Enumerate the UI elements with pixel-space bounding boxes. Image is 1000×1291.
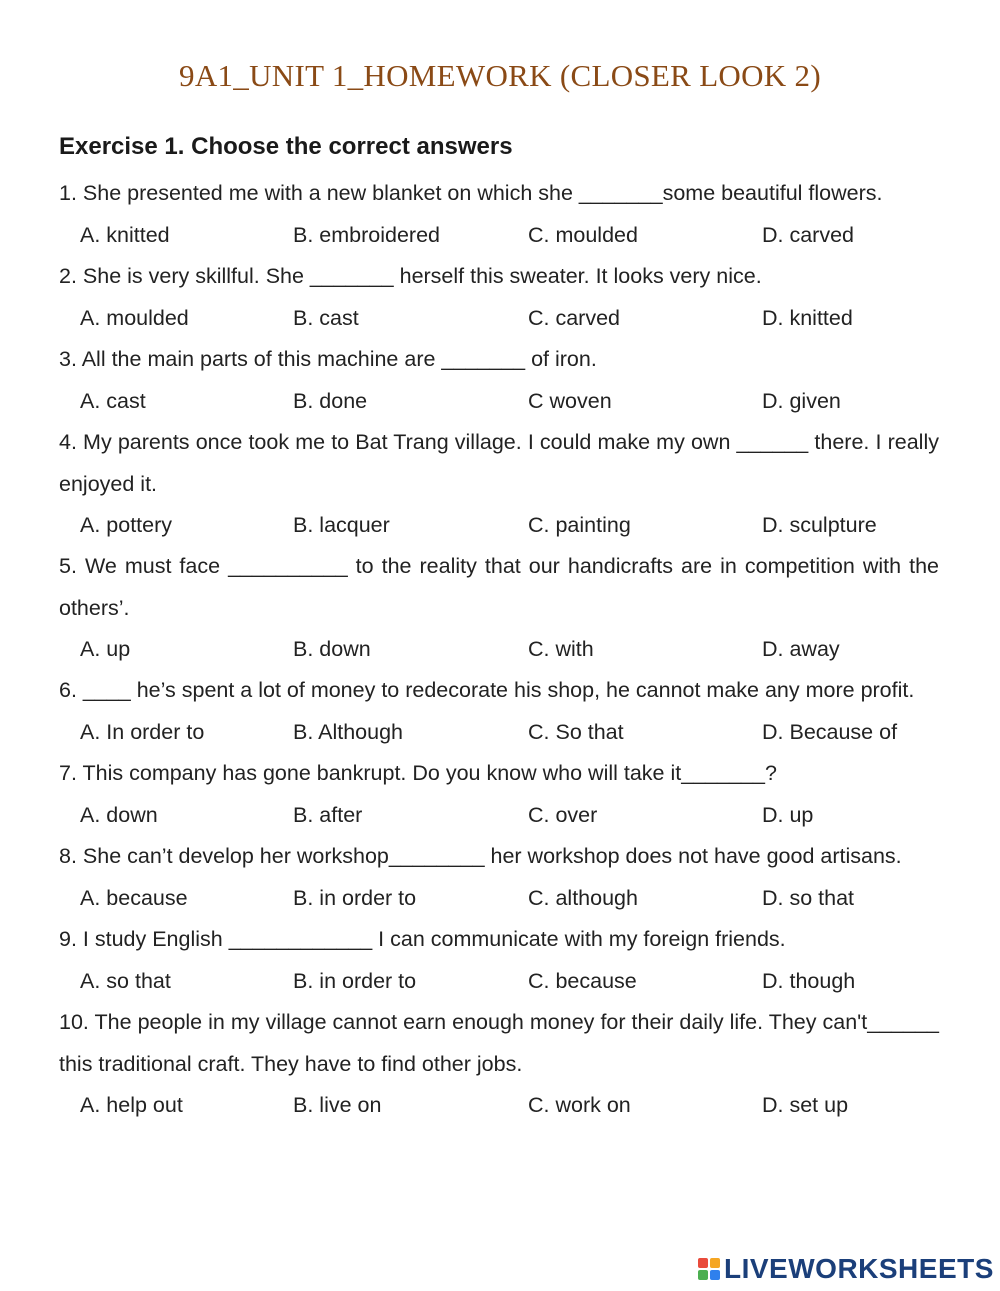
liveworksheets-logo[interactable]: [698, 1254, 994, 1284]
options-row-4: [0, 505, 1000, 546]
logo-text: LIVEWORKSHEETS: [724, 1253, 994, 1284]
option-d[interactable]: D. Because of: [762, 720, 898, 744]
option-a[interactable]: A. In order to: [80, 720, 205, 744]
question-8: 8. She can’t develop her workshop________ her workshop does not have good artisans.: [59, 844, 902, 868]
option-a[interactable]: A. moulded: [80, 306, 189, 330]
logo-square: [710, 1258, 720, 1268]
option-d[interactable]: D. given: [762, 389, 841, 413]
option-b[interactable]: B. in order to: [293, 886, 417, 910]
option-b[interactable]: B. done: [293, 389, 368, 413]
option-c[interactable]: C woven: [528, 389, 612, 413]
options-row-2: [0, 298, 1000, 339]
option-d[interactable]: D. set up: [762, 1093, 849, 1117]
option-c[interactable]: C. because: [528, 969, 637, 993]
question-3: 3. All the main parts of this machine are _______ of iron.: [59, 347, 597, 371]
question-1: 1. She presented me with a new blanket on which she _______some beautiful flowers.: [59, 181, 883, 205]
option-a[interactable]: A. cast: [80, 389, 146, 413]
option-d[interactable]: D. sculpture: [762, 513, 877, 537]
option-c[interactable]: C. although: [528, 886, 638, 910]
option-d[interactable]: D. carved: [762, 223, 855, 247]
options-row-3: [0, 381, 1000, 422]
option-d[interactable]: D. so that: [762, 886, 855, 910]
option-c[interactable]: C. work on: [528, 1093, 631, 1117]
option-b[interactable]: B. after: [293, 803, 363, 827]
option-a[interactable]: A. up: [80, 637, 131, 661]
option-b[interactable]: B. down: [293, 637, 371, 661]
option-a[interactable]: A. pottery: [80, 513, 173, 537]
options-row-7: [0, 795, 1000, 836]
options-row-10: [0, 1085, 1000, 1126]
option-c[interactable]: C. with: [528, 637, 594, 661]
option-c[interactable]: C. carved: [528, 306, 621, 330]
option-b[interactable]: B. embroidered: [293, 223, 440, 247]
options-row-6: [0, 712, 1000, 753]
question-7: 7. This company has gone bankrupt. Do you know who will take it_______?: [59, 761, 777, 785]
option-b[interactable]: B. lacquer: [293, 513, 390, 537]
option-a[interactable]: A. so that: [80, 969, 171, 993]
option-d[interactable]: D. knitted: [762, 306, 853, 330]
option-c[interactable]: C. painting: [528, 513, 631, 537]
logo-square: [698, 1258, 708, 1268]
question-10: 10. The people in my village cannot earn enough money for their daily life. They can't______ this traditional craft. They have to find other jobs.: [59, 1010, 939, 1076]
option-d[interactable]: D. away: [762, 637, 840, 661]
option-a[interactable]: A. knitted: [80, 223, 170, 247]
question-2: 2. She is very skillful. She _______ herself this sweater. It looks very nice.: [59, 264, 762, 288]
option-a[interactable]: A. help out: [80, 1093, 183, 1117]
option-a[interactable]: A. down: [80, 803, 158, 827]
option-d[interactable]: D. up: [762, 803, 814, 827]
options-row-8: [0, 878, 1000, 919]
option-b[interactable]: B. in order to: [293, 969, 417, 993]
question-6: 6. ____ he’s spent a lot of money to redecorate his shop, he cannot make any more profit.: [59, 678, 915, 702]
question-5: 5. We must face __________ to the reality that our handicrafts are in competition with the others’.: [59, 554, 939, 620]
question-4: 4. My parents once took me to Bat Trang village. I could make my own ______ there. I really enjoyed it.: [59, 430, 939, 496]
exercise-heading: Exercise 1. Choose the correct answers: [59, 133, 513, 160]
options-row-1: [0, 215, 1000, 256]
liveworksheets-logo-icon: [698, 1258, 720, 1280]
options-row-5: [0, 629, 1000, 670]
option-b[interactable]: B. Although: [293, 720, 403, 744]
option-a[interactable]: A. because: [80, 886, 188, 910]
option-c[interactable]: C. over: [528, 803, 598, 827]
option-b[interactable]: B. live on: [293, 1093, 382, 1117]
option-c[interactable]: C. So that: [528, 720, 624, 744]
question-9: 9. I study English ____________ I can communicate with my foreign friends.: [59, 927, 786, 951]
option-d[interactable]: D. though: [762, 969, 856, 993]
logo-square: [710, 1270, 720, 1280]
option-c[interactable]: C. moulded: [528, 223, 638, 247]
logo-square: [698, 1270, 708, 1280]
option-b[interactable]: B. cast: [293, 306, 359, 330]
options-row-9: [0, 961, 1000, 1002]
page-title: 9A1_UNIT 1_HOMEWORK (CLOSER LOOK 2): [179, 58, 821, 93]
